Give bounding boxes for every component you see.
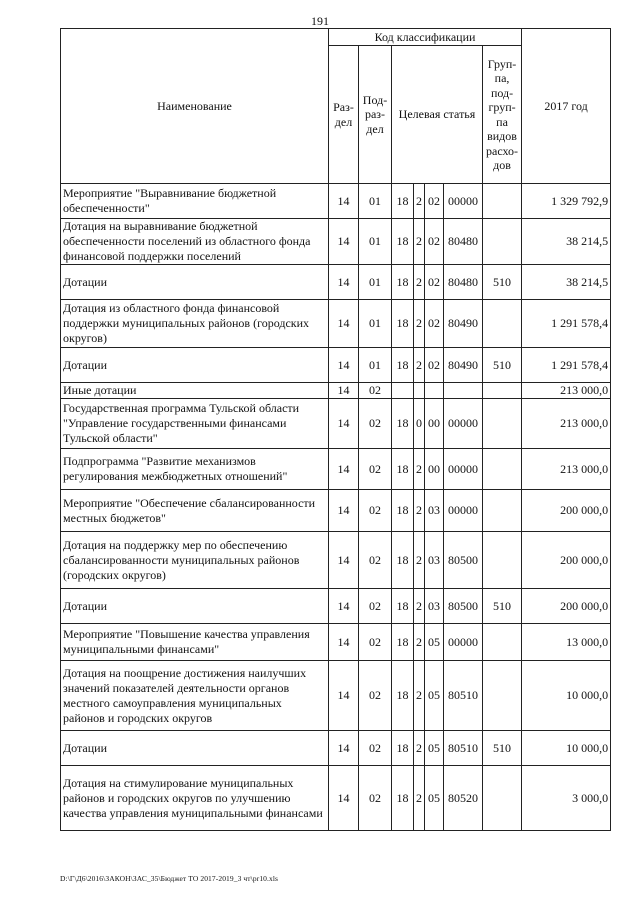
table-row — [61, 624, 611, 661]
row-name: Дотации — [61, 348, 329, 383]
row-sum: 38 214,5 — [522, 265, 611, 300]
row-target-program: 18 — [392, 624, 414, 661]
row-name: Дотация на поддержку мер по обеспечению сбалансированности муниципальных районов (городских округов) — [61, 532, 329, 589]
row-target-direction: 80490 — [444, 300, 483, 348]
row-target-program: 18 — [392, 300, 414, 348]
row-target-program: 18 — [392, 661, 414, 731]
row-expense-group — [483, 766, 522, 831]
row-target-program: 18 — [392, 265, 414, 300]
row-target-subprogram: 2 — [414, 624, 425, 661]
row-target-measure: 02 — [425, 300, 444, 348]
row-podrazdel: 01 — [359, 265, 392, 300]
row-target-direction: 80480 — [444, 219, 483, 265]
row-target-direction: 80480 — [444, 265, 483, 300]
row-target-direction: 00000 — [444, 184, 483, 219]
row-razdel: 14 — [329, 348, 359, 383]
row-target-program: 18 — [392, 449, 414, 490]
row-target-program: 18 — [392, 490, 414, 532]
row-target-subprogram: 2 — [414, 490, 425, 532]
row-name: Мероприятие "Выравнивание бюджетной обеспеченности" — [61, 184, 329, 219]
row-target-measure: 05 — [425, 661, 444, 731]
row-target-subprogram: 2 — [414, 661, 425, 731]
row-target-program: 18 — [392, 184, 414, 219]
row-expense-group — [483, 661, 522, 731]
row-podrazdel: 01 — [359, 300, 392, 348]
row-expense-group: 510 — [483, 265, 522, 300]
row-razdel: 14 — [329, 383, 359, 399]
row-name: Подпрограмма "Развитие механизмов регулирования межбюджетных отношений" — [61, 449, 329, 490]
row-target-subprogram: 2 — [414, 184, 425, 219]
row-name: Государственная программа Тульской области "Управление государственными финансами Тульской области" — [61, 399, 329, 449]
row-target-measure: 00 — [425, 399, 444, 449]
table-row — [61, 766, 611, 831]
row-target-subprogram: 2 — [414, 589, 425, 624]
row-sum: 213 000,0 — [522, 399, 611, 449]
row-target-subprogram: 2 — [414, 265, 425, 300]
row-expense-group — [483, 300, 522, 348]
row-target-measure: 02 — [425, 265, 444, 300]
row-target-subprogram: 2 — [414, 766, 425, 831]
table-row — [61, 265, 611, 300]
row-razdel: 14 — [329, 661, 359, 731]
row-sum: 1 291 578,4 — [522, 348, 611, 383]
row-target-direction: 80520 — [444, 766, 483, 831]
row-target-subprogram — [414, 383, 425, 399]
row-sum: 213 000,0 — [522, 449, 611, 490]
table-row — [61, 532, 611, 589]
row-target-subprogram: 2 — [414, 449, 425, 490]
row-podrazdel: 01 — [359, 219, 392, 265]
row-name: Дотация на поощрение достижения наилучших значений показателей деятельности органов местного самоуправления муниципальных районов и городских округов — [61, 661, 329, 731]
row-name: Дотация из областного фонда финансовой поддержки муниципальных районов (городских округов) — [61, 300, 329, 348]
row-razdel: 14 — [329, 399, 359, 449]
page-number: 191 — [311, 14, 329, 28]
row-sum: 1 291 578,4 — [522, 300, 611, 348]
row-expense-group — [483, 490, 522, 532]
row-razdel: 14 — [329, 300, 359, 348]
row-podrazdel: 02 — [359, 661, 392, 731]
table-row — [61, 348, 611, 383]
row-target-program: 18 — [392, 348, 414, 383]
row-sum: 3 000,0 — [522, 766, 611, 831]
row-target-measure — [425, 383, 444, 399]
row-expense-group — [483, 383, 522, 399]
row-target-measure: 05 — [425, 766, 444, 831]
row-expense-group — [483, 399, 522, 449]
row-expense-group — [483, 624, 522, 661]
row-razdel: 14 — [329, 624, 359, 661]
row-razdel: 14 — [329, 490, 359, 532]
row-expense-group — [483, 449, 522, 490]
row-target-direction: 80510 — [444, 731, 483, 766]
table-row — [61, 184, 611, 219]
row-target-subprogram: 2 — [414, 219, 425, 265]
row-target-program — [392, 383, 414, 399]
row-target-direction: 00000 — [444, 449, 483, 490]
row-name: Дотации — [61, 731, 329, 766]
budget-table — [60, 28, 611, 831]
row-target-measure: 03 — [425, 589, 444, 624]
header-code: Код классификации — [329, 29, 522, 46]
table-row — [61, 399, 611, 449]
row-target-subprogram: 0 — [414, 399, 425, 449]
row-expense-group: 510 — [483, 348, 522, 383]
row-name: Мероприятие "Повышение качества управления муниципальными финансами" — [61, 624, 329, 661]
header-razdel: Раз- дел — [329, 46, 359, 184]
row-expense-group — [483, 184, 522, 219]
row-target-program: 18 — [392, 219, 414, 265]
row-target-program: 18 — [392, 589, 414, 624]
row-name: Мероприятие "Обеспечение сбалансированности местных бюджетов" — [61, 490, 329, 532]
row-sum: 200 000,0 — [522, 490, 611, 532]
row-target-subprogram: 2 — [414, 300, 425, 348]
row-sum: 10 000,0 — [522, 661, 611, 731]
row-name: Дотация на выравнивание бюджетной обеспеченности поселений из областного фонда финансовой поддержки поселений — [61, 219, 329, 265]
row-podrazdel: 02 — [359, 399, 392, 449]
table-row — [61, 731, 611, 766]
row-target-subprogram: 2 — [414, 731, 425, 766]
row-target-direction: 80510 — [444, 661, 483, 731]
header-target: Целевая статья — [392, 46, 483, 184]
header-name: Наименование — [61, 29, 329, 184]
row-podrazdel: 02 — [359, 624, 392, 661]
row-sum: 38 214,5 — [522, 219, 611, 265]
table-row — [61, 219, 611, 265]
row-target-direction — [444, 383, 483, 399]
row-podrazdel: 02 — [359, 766, 392, 831]
header-group: Груп- па, под- груп- па видов расхо- дов — [483, 46, 522, 184]
row-podrazdel: 02 — [359, 731, 392, 766]
row-sum: 200 000,0 — [522, 532, 611, 589]
row-name: Иные дотации — [61, 383, 329, 399]
row-expense-group: 510 — [483, 589, 522, 624]
table-row — [61, 490, 611, 532]
row-expense-group — [483, 219, 522, 265]
row-target-measure: 02 — [425, 219, 444, 265]
row-target-measure: 03 — [425, 490, 444, 532]
row-razdel: 14 — [329, 731, 359, 766]
row-target-direction: 80490 — [444, 348, 483, 383]
row-target-measure: 05 — [425, 624, 444, 661]
row-podrazdel: 02 — [359, 490, 392, 532]
row-target-direction: 80500 — [444, 532, 483, 589]
row-target-measure: 02 — [425, 184, 444, 219]
row-target-measure: 02 — [425, 348, 444, 383]
row-podrazdel: 02 — [359, 589, 392, 624]
row-name: Дотация на стимулирование муниципальных районов и городских округов по улучшению качества управления муниципальными финансами — [61, 766, 329, 831]
table-row — [61, 661, 611, 731]
row-sum: 200 000,0 — [522, 589, 611, 624]
table-row — [61, 300, 611, 348]
row-sum: 1 329 792,9 — [522, 184, 611, 219]
table-row — [61, 383, 611, 399]
row-razdel: 14 — [329, 219, 359, 265]
row-razdel: 14 — [329, 184, 359, 219]
table-row — [61, 449, 611, 490]
row-target-direction: 00000 — [444, 624, 483, 661]
row-podrazdel: 01 — [359, 348, 392, 383]
row-target-subprogram: 2 — [414, 532, 425, 589]
file-path-footer: D:\Г\Д6\2016\ЗАКОН\ЗАС_35\Бюджет ТО 2017-2019_3 чт\рr10.xls — [60, 874, 279, 883]
row-target-measure: 03 — [425, 532, 444, 589]
table-row — [61, 589, 611, 624]
row-expense-group — [483, 532, 522, 589]
row-target-direction: 80500 — [444, 589, 483, 624]
row-sum: 213 000,0 — [522, 383, 611, 399]
row-target-direction: 00000 — [444, 399, 483, 449]
row-target-program: 18 — [392, 766, 414, 831]
row-podrazdel: 02 — [359, 383, 392, 399]
row-target-program: 18 — [392, 731, 414, 766]
row-target-program: 18 — [392, 532, 414, 589]
row-target-program: 18 — [392, 399, 414, 449]
header-year: 2017 год — [522, 29, 611, 184]
row-sum: 13 000,0 — [522, 624, 611, 661]
row-name: Дотации — [61, 589, 329, 624]
row-expense-group: 510 — [483, 731, 522, 766]
row-target-measure: 05 — [425, 731, 444, 766]
row-razdel: 14 — [329, 589, 359, 624]
row-target-subprogram: 2 — [414, 348, 425, 383]
row-target-measure: 00 — [425, 449, 444, 490]
row-razdel: 14 — [329, 532, 359, 589]
header-podrazdel: Под- раз- дел — [359, 46, 392, 184]
row-razdel: 14 — [329, 449, 359, 490]
row-name: Дотации — [61, 265, 329, 300]
row-podrazdel: 02 — [359, 532, 392, 589]
row-razdel: 14 — [329, 766, 359, 831]
row-podrazdel: 02 — [359, 449, 392, 490]
row-sum: 10 000,0 — [522, 731, 611, 766]
row-podrazdel: 01 — [359, 184, 392, 219]
row-razdel: 14 — [329, 265, 359, 300]
row-target-direction: 00000 — [444, 490, 483, 532]
